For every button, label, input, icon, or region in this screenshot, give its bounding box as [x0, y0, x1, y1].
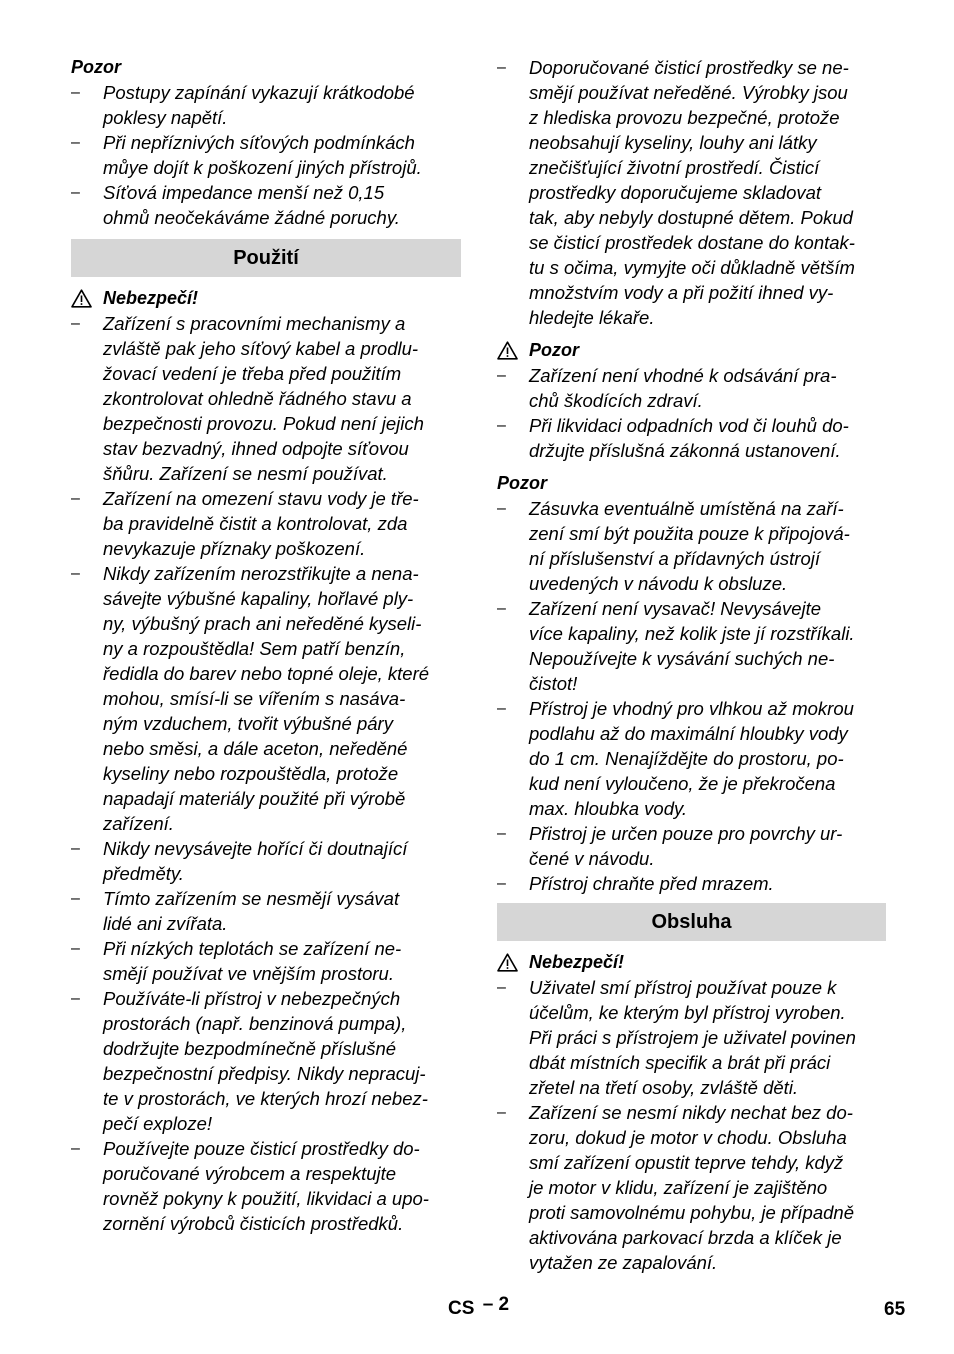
- list-item: – Zařízení s pracovními mechanismy a zvláště pak jeho síťový kabel a prodlu- žovací vedení je třeba před použitím zkontrolovat ohledně řádného stavu a bezpečnosti provozu. Pokud není jejich stav bezvadný, ihned odpojte síťovou šňůru. Zařízení se nesmí používat.: [71, 311, 461, 486]
- list-item: – Při nepříznivých síťových podmínkách můye dojít k poškození jiných přístrojů.: [71, 130, 461, 180]
- pozor-warning-heading: [497, 338, 886, 363]
- warning-triangle-icon: [71, 289, 92, 308]
- list-item: – Nikdy zařízením nerozstřikujte a nena- sávejte výbušné kapaliny, hořlavé ply- ny, výbušný prach ani neředěné kyseli- ny a rozpouštědla! Sem patří benzín, ředidla do barev nebo topné oleje, které mohou, smísí-li se vířením s nasáva- ným vzduchem, tvořit výbušné páry nebo směsi, a dále aceton, neředěné kyseliny nebo rozpouštědla, protože napadají materiály použité při výrobě zařízení.: [71, 561, 461, 836]
- list-item: – Přístroj je vhodný pro vlhkou až mokrou podlahu až do maximální hloubky vody do 1 cm. Nenajíždějte do prostoru, po- kud není vyloučeno, že je překročena max. hloubka vody.: [497, 696, 886, 821]
- danger-heading: [71, 286, 461, 311]
- list-item: – Zařízení není vhodné k odsávání pra- chů škodících zdraví.: [497, 363, 886, 413]
- warning-triangle-icon: [497, 953, 518, 972]
- page-number: 65: [884, 1299, 906, 1320]
- list-item: – Přístroj chraňte před mrazem.: [497, 871, 886, 896]
- list-item: – Přistroj je určen pouze pro povrchy ur- čené v návodu.: [497, 821, 886, 871]
- pozor-list: [497, 496, 886, 896]
- right-column: [497, 55, 886, 1275]
- pozor-list: [71, 80, 461, 230]
- list-item: – Používáte-li přístroj v nebezpečných prostorách (např. benzinová pumpa), dodržujte bezpodmínečně příslušné bezpečnostní předpisy. Nikdy nepracuj- te v prostorách, ve kterých hrozí nebez- pečí exploze!: [71, 986, 461, 1136]
- list-item: – Doporučované čisticí prostředky se ne- smějí používat neředěné. Výrobky jsou z hlediska provozu bezpečné, protože neobsahují kyseliny, louhy ani látky znečišťující životní prostředí. Čisticí prostředky doporučujeme skladovat tak, aby nebyly dostupné dětem. Pokud se čisticí prostředek dostane do kontak- tu s očima, vymyjte oči důkladně větším množstvím vody a při požití ihned vy- hledejte lékaře.: [497, 55, 886, 330]
- footer-language-code: [448, 1296, 509, 1322]
- section-page-number: – 2: [482, 1294, 510, 1315]
- section-title-pouziti: Použití: [71, 239, 461, 277]
- list-item: – Uživatel smí přístroj používat pouze k účelům, ke kterým byl přístroj vyroben. Při práci s přístrojem je uživatel povinen dbát místních specifik a brát při práci zřetel na třetí osoby, zvláště děti.: [497, 975, 886, 1100]
- list-item: – Používejte pouze čisticí prostředky do- poručované výrobcem a respektujte rovněž pokyny k použití, likvidaci a upo- zornění výrobců čisticích prostředků.: [71, 1136, 461, 1236]
- danger-list: [71, 311, 461, 1236]
- pozor-warning-list: [497, 363, 886, 463]
- list-item: – Nikdy nevysávejte hořící či doutnající předměty.: [71, 836, 461, 886]
- danger-list: [497, 975, 886, 1275]
- danger-heading-label: Nebezpečí!: [103, 288, 199, 308]
- list-item: – Síťová impedance menší než 0,15 ohmů neočekáváme žádné poruchy.: [71, 180, 461, 230]
- list-item: – Zařízení není vysavač! Nevysávejte více kapaliny, než kolik jste jí rozstříkali. Nepoužívejte k vysávání suchých ne- čistot!: [497, 596, 886, 696]
- list-item: – Zařízení se nesmí nikdy nechat bez do- zoru, dokud je motor v chodu. Obsluha smí zařízení opustit teprve tehdy, když je motor v klidu, zařízení je zajištěno proti samovolnému pohybu, je případně aktivována parkovací brzda a klíček je vytažen ze zapalování.: [497, 1100, 886, 1275]
- danger-heading: [497, 950, 886, 975]
- pozor-heading: Pozor: [71, 57, 122, 77]
- language-code: CS: [448, 1298, 475, 1319]
- list-item: – Při nízkých teplotách se zařízení ne- smějí používat ve vnějším prostoru.: [71, 936, 461, 986]
- danger-heading-label: Nebezpečí!: [529, 952, 625, 972]
- detergent-list: [497, 55, 886, 330]
- list-item: – Zásuvka eventuálně umístěná na zaří- zení smí být použita pouze k připojová- ní příslušenství a přídavných ústrojí uvedených v návodu k obsluze.: [497, 496, 886, 596]
- warning-triangle-icon: [497, 341, 518, 360]
- list-item: – Postupy zapínání vykazují krátkodobé poklesy napětí.: [71, 80, 461, 130]
- left-column: [71, 55, 461, 1236]
- list-item: – Zařízení na omezení stavu vody je tře- ba pravidelně čistit a kontrolovat, zda nevykazuje příznaky poškození.: [71, 486, 461, 561]
- section-title-obsluha: Obsluha: [497, 903, 886, 941]
- list-item: – Při likvidaci odpadních vod či louhů do- držujte příslušná zákonná ustanovení.: [497, 413, 886, 463]
- list-item: – Tímto zařízením se nesmějí vysávat lidé ani zvířata.: [71, 886, 461, 936]
- pozor-heading: Pozor: [497, 473, 548, 493]
- pozor-warning-label: Pozor: [529, 340, 580, 360]
